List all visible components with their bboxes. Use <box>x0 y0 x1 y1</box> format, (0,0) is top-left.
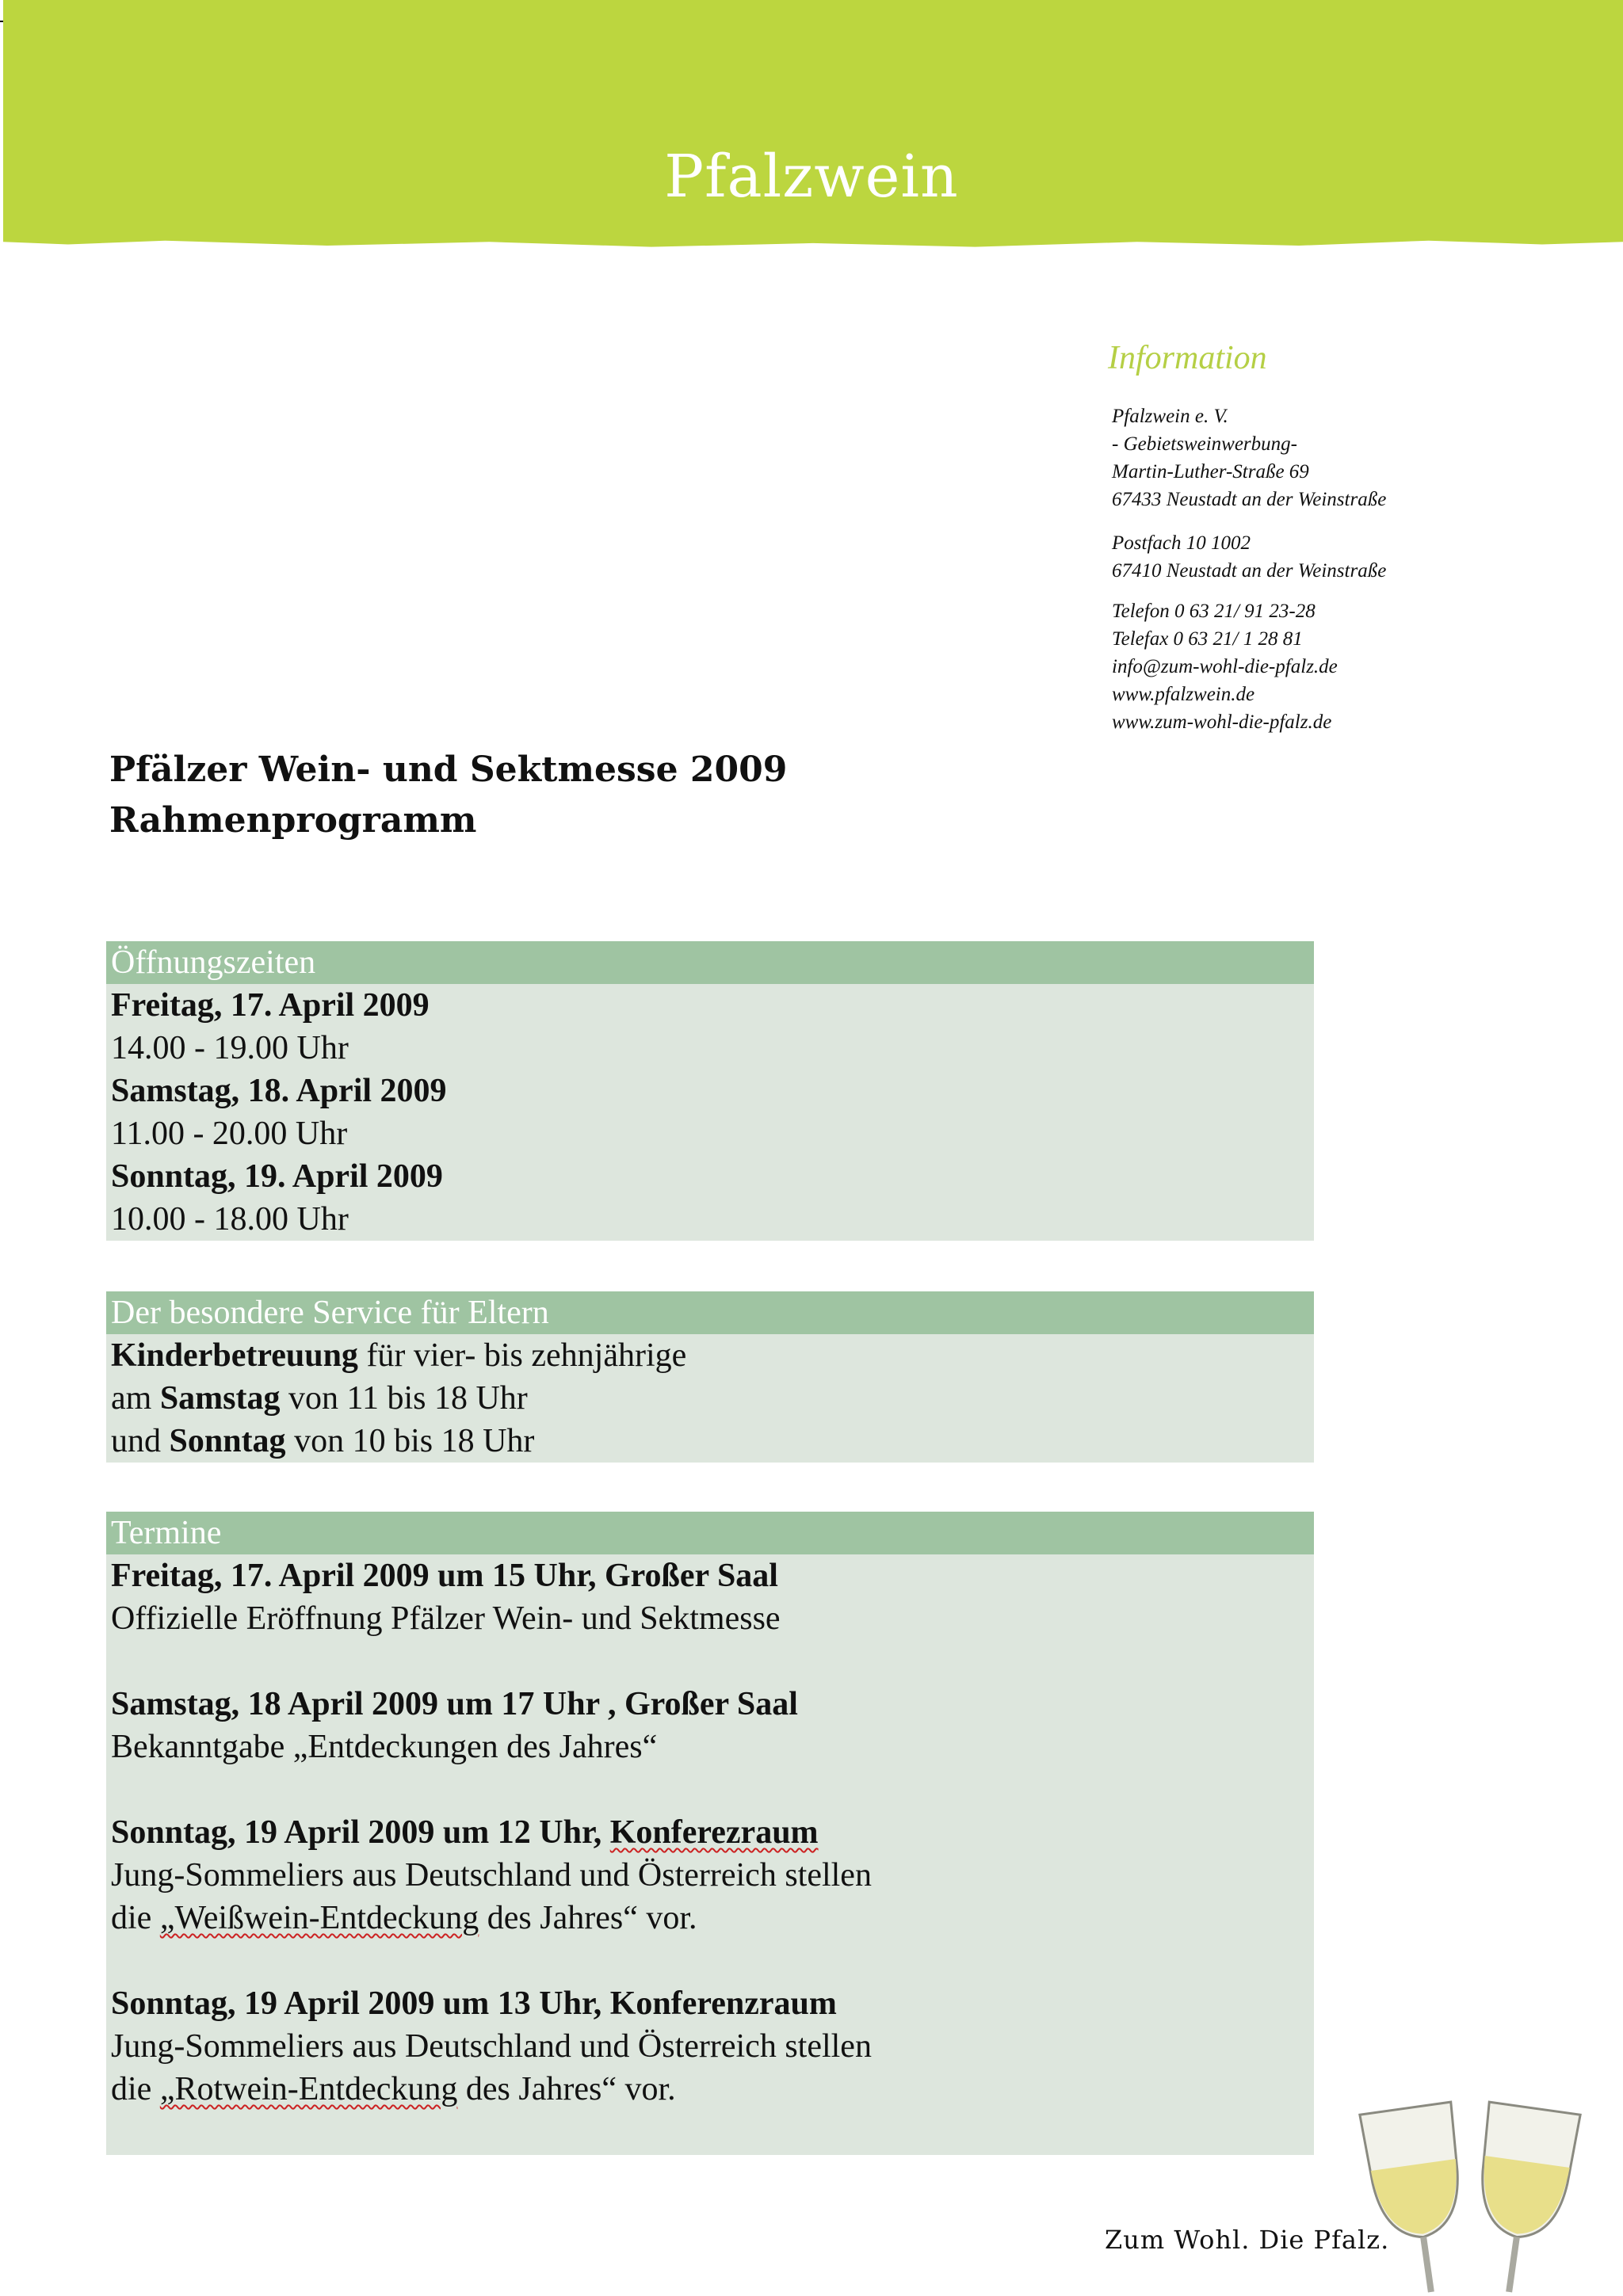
service-bold: Sonntag <box>169 1423 286 1459</box>
spellcheck-marked-word: „Weißwein-Entdeckung <box>159 1900 479 1936</box>
service-bold: Samstag <box>159 1380 281 1417</box>
footer-slogan: Zum Wohl. Die Pfalz. <box>1105 2225 1390 2255</box>
service-text: am <box>111 1380 160 1417</box>
info-address <box>1112 402 1386 513</box>
section-body <box>106 984 1314 1241</box>
event-title <box>111 1811 1314 1854</box>
spellcheck-marked-word: Konferezraum <box>609 1814 819 1851</box>
phone: Telefon 0 63 21/ 91 23-28 <box>1112 601 1316 622</box>
header-band <box>3 0 1623 252</box>
section-heading: Der besondere Service für Eltern <box>106 1291 1314 1334</box>
wine-glasses-icon <box>1355 2092 1585 2296</box>
service-text: und <box>111 1423 170 1459</box>
event-description: Jung-Sommeliers aus Deutschland und Österreich stellen <box>111 1857 872 1894</box>
service-text: von 11 bis 18 Uhr <box>280 1380 528 1417</box>
opening-time: 14.00 - 19.00 Uhr <box>111 1030 349 1066</box>
service-line <box>111 1377 1314 1420</box>
event-title: Sonntag, 19 April 2009 um 13 Uhr, Konferenzraum <box>111 1985 837 2022</box>
event-description: Jung-Sommeliers aus Deutschland und Österreich stellen <box>111 2028 872 2065</box>
website: www.zum-wohl-die-pfalz.de <box>1112 711 1332 733</box>
opening-time: 10.00 - 18.00 Uhr <box>111 1201 349 1238</box>
postbox-line: Postfach 10 1002 <box>1112 532 1251 554</box>
service-text: von 10 bis 18 Uhr <box>285 1423 535 1459</box>
event-description <box>111 1897 1314 1939</box>
opening-time: 11.00 - 20.00 Uhr <box>111 1116 348 1152</box>
event-text: die <box>111 2071 160 2107</box>
fax: Telefax 0 63 21/ 1 28 81 <box>1112 628 1303 650</box>
website: www.pfalzwein.de <box>1112 684 1255 705</box>
info-postbox <box>1112 529 1386 585</box>
title-line: Rahmenprogramm <box>109 800 477 841</box>
opening-day: Freitag, 17. April 2009 <box>111 987 430 1024</box>
section-heading: Öffnungszeiten <box>106 941 1314 984</box>
event-title: Samstag, 18 April 2009 um 17 Uhr , Großer Saal <box>111 1686 798 1722</box>
event-text: des Jahres“ vor. <box>457 2071 676 2107</box>
opening-hours-section <box>106 941 1314 1241</box>
service-line <box>111 1334 1314 1377</box>
section-heading: Termine <box>106 1512 1314 1554</box>
service-bold: Kinderbetreuung <box>111 1337 358 1374</box>
event-title: Freitag, 17. April 2009 um 15 Uhr, Großer Saal <box>111 1558 778 1594</box>
spellcheck-marked-word: „Rotwein-Entdeckung <box>159 2071 458 2107</box>
section-body <box>106 1554 1314 2111</box>
event-text: des Jahres“ vor. <box>479 1900 697 1936</box>
info-contact <box>1112 597 1338 736</box>
events-section <box>106 1512 1314 2155</box>
section-body <box>106 1334 1314 1463</box>
event-description: Offizielle Eröffnung Pfälzer Wein- und Sektmesse <box>111 1600 781 1637</box>
email: info@zum-wohl-die-pfalz.de <box>1112 656 1338 677</box>
address-line: - Gebietsweinwerbung- <box>1112 433 1297 455</box>
event-title-text: Sonntag, 19 April 2009 um 12 Uhr, <box>111 1814 610 1851</box>
service-section <box>106 1291 1314 1463</box>
service-line <box>111 1420 1314 1463</box>
service-text: für vier- bis zehnjährige <box>357 1337 687 1374</box>
address-line: Pfalzwein e. V. <box>1112 406 1228 427</box>
document-title <box>109 745 787 846</box>
event-description: Bekanntgabe „Entdeckungen des Jahres“ <box>111 1729 658 1765</box>
info-heading: Information <box>1108 340 1267 376</box>
title-line: Pfälzer Wein- und Sektmesse 2009 <box>109 749 788 790</box>
postbox-line: 67410 Neustadt an der Weinstraße <box>1112 560 1387 582</box>
brand-logo: Pfalzwein <box>664 143 959 211</box>
address-line: 67433 Neustadt an der Weinstraße <box>1112 489 1387 510</box>
event-text: die <box>111 1900 160 1936</box>
address-line: Martin-Luther-Straße 69 <box>1112 461 1309 482</box>
event-description <box>111 2068 1314 2111</box>
opening-day: Sonntag, 19. April 2009 <box>111 1158 443 1195</box>
opening-day: Samstag, 18. April 2009 <box>111 1073 447 1109</box>
